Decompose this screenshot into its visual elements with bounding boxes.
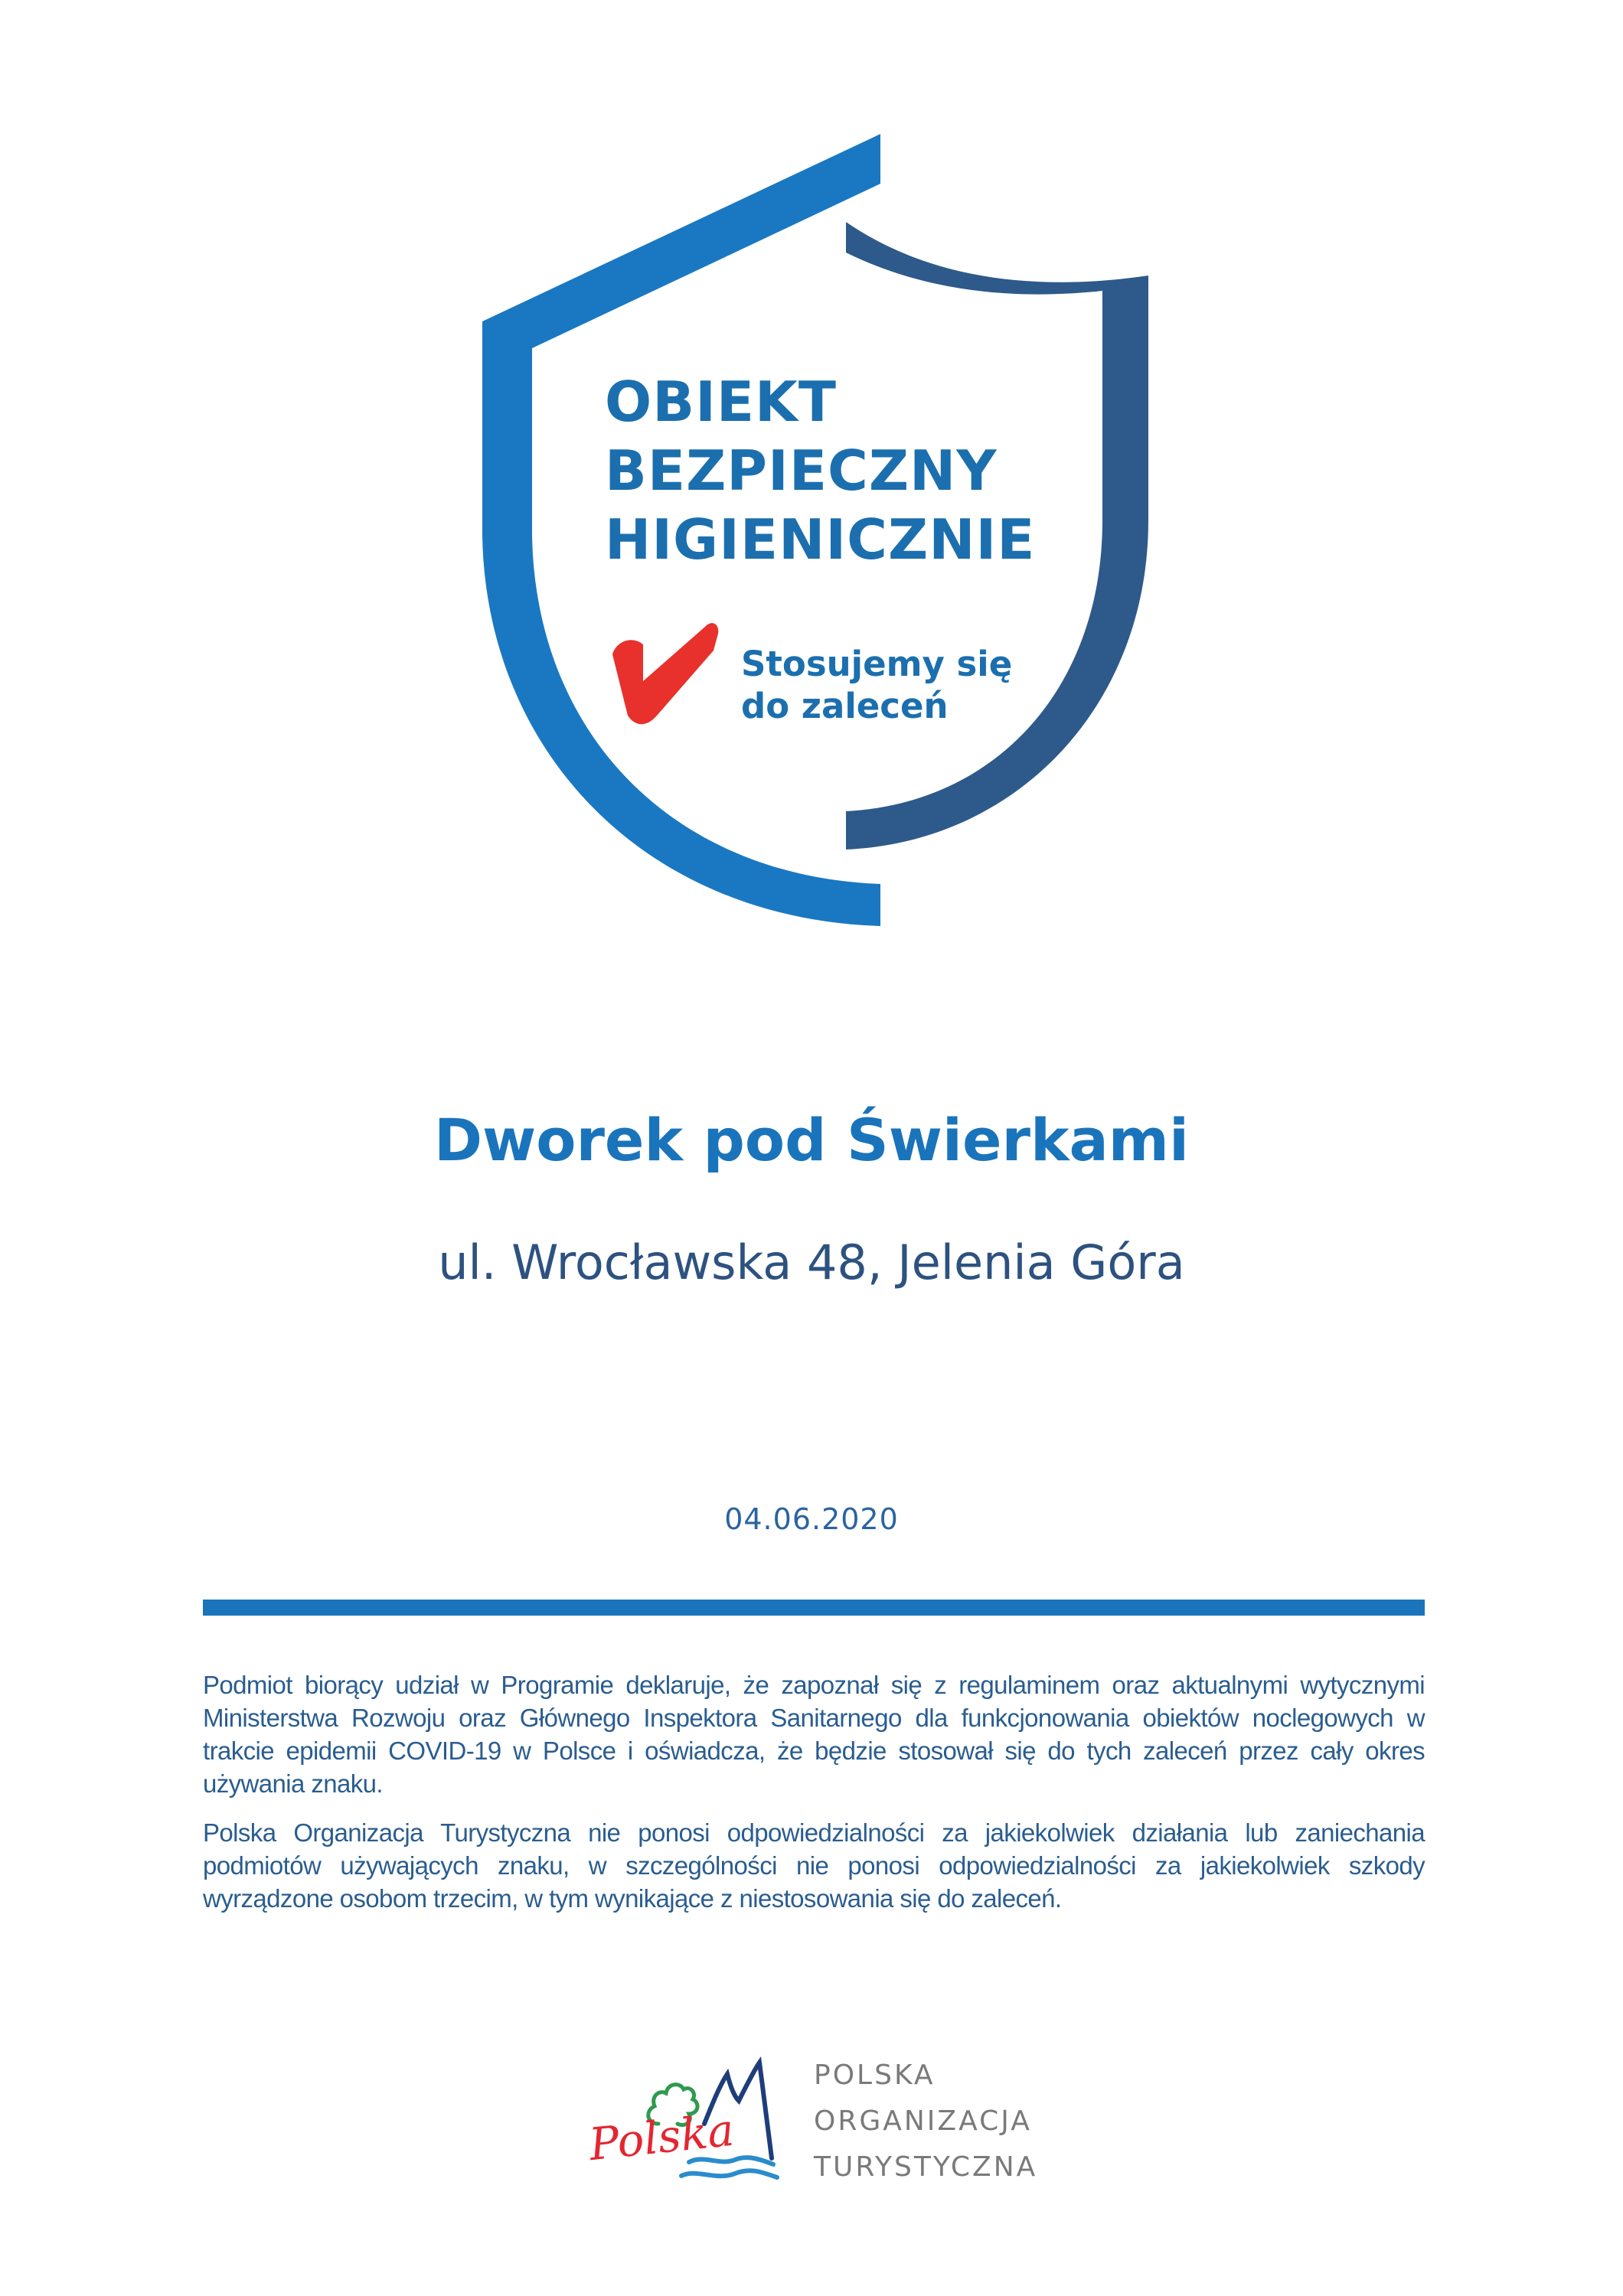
establishment-name: Dworek pod Świerkami bbox=[433, 1106, 1190, 1174]
polska-logo-icon bbox=[582, 2051, 781, 2189]
badge-title-line-3: HIGIENICZNIE bbox=[605, 507, 1036, 572]
badge-subtitle-line-1: Stosujemy się bbox=[741, 644, 1013, 684]
badge-subtitle-line-2: do zaleceń bbox=[741, 686, 949, 726]
badge-title-line-2: BEZPIECZNY bbox=[605, 439, 998, 503]
disclaimer-text-2: Polska Organizacja Turystyczna nie ponosi odpowiedzialności za jakiekolwiek działania lub zaniechania podmiotów używających znaku, w szczególności nie ponosi odpowiedzialności za jakiekolwiek szkody wyrządzone osobom trzecim, w tym wynikające z niestosowania się do zaleceń. bbox=[203, 1818, 1425, 1913]
badge-title-line-1: OBIEKT bbox=[605, 370, 837, 434]
org-name-line-1: POLSKA bbox=[814, 2060, 936, 2091]
org-name-line-2: ORGANIZACJA bbox=[814, 2105, 1032, 2137]
divider-bar bbox=[203, 1600, 1425, 1616]
disclaimer-paragraph-1 bbox=[203, 1668, 1425, 1800]
disclaimer-paragraph-2 bbox=[203, 1816, 1425, 1915]
disclaimer-text-1: Podmiot biorący udział w Programie deklaruje, że zapoznał się z regulaminem oraz aktualnymi wytycznymi Ministerstwa Rozwoju oraz Głównego Inspektora Sanitarnego dla funkcjonowania obiektów noclegowych w trakcie epidemii COVID-19 w Polsce i oświadcza, że będzie stosował się do tych zaleceń przez cały okres używania znaku. bbox=[203, 1671, 1425, 1798]
org-name-line-3: TURYSTYCZNA bbox=[814, 2151, 1038, 2183]
wave-icon-2 bbox=[681, 2170, 777, 2177]
establishment-address: ul. Wrocławska 48, Jelenia Góra bbox=[438, 1234, 1185, 1290]
logo-text: Polska bbox=[586, 2103, 737, 2171]
issue-date: 04.06.2020 bbox=[724, 1502, 899, 1536]
checkmark-icon bbox=[612, 623, 718, 724]
